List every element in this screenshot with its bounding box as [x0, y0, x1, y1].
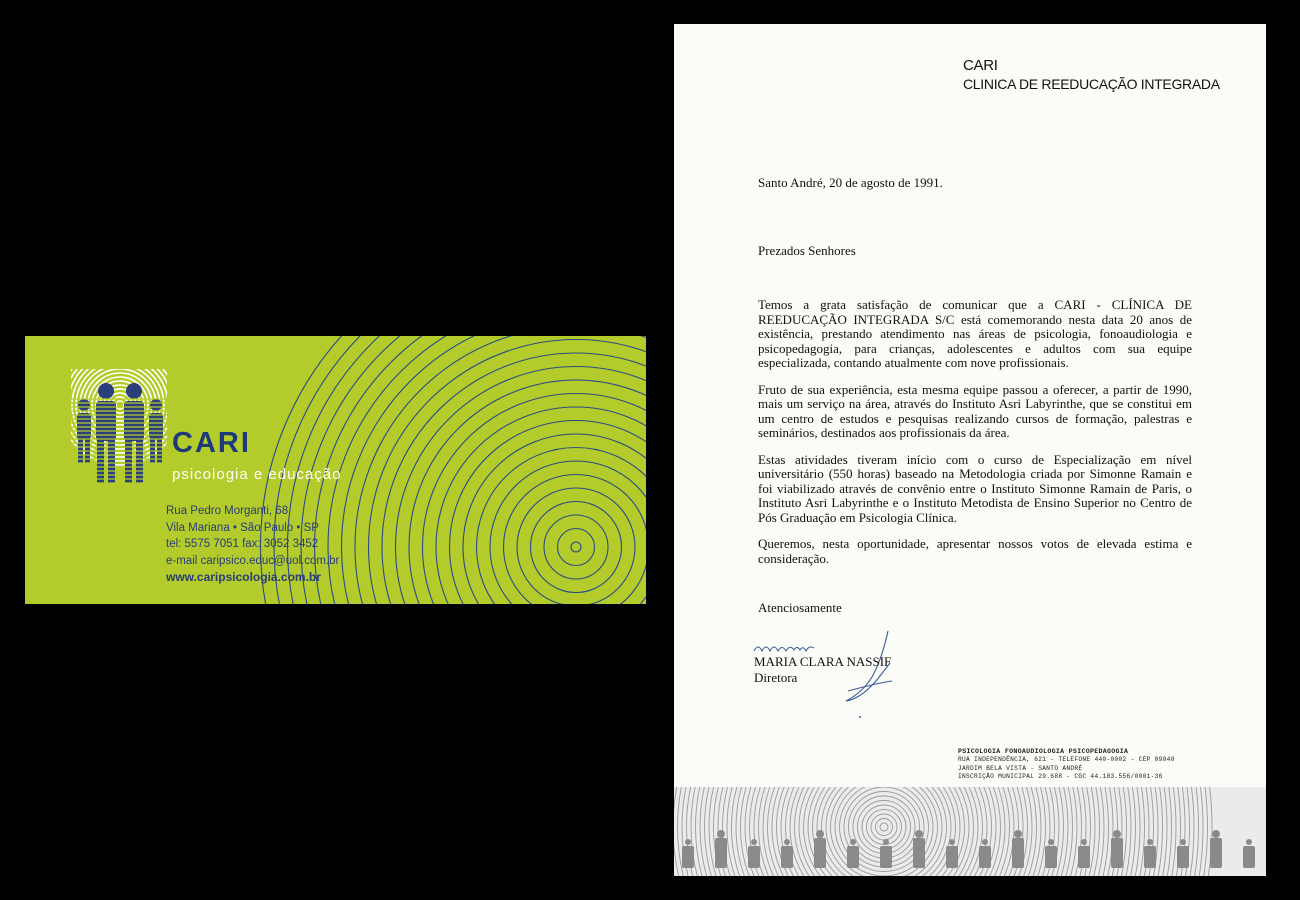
letter-body — [758, 298, 1192, 578]
letter-date: Santo André, 20 de agosto de 1991. — [758, 175, 943, 190]
letterhead-clinic: CLINICA DE REEDUCAÇÃO INTEGRADA — [963, 76, 1220, 92]
letter-paragraph-3: Estas atividades tiveram início com o curso de Especialização em nível universitário (550 horas) baseado na Metodologia criada por Simonne Ramain e foi viabilizado através de convênio entre o Instituto Simonne Ramain de Paris, o Instituto Asri Labyrinthe e o Instituto Metodista de Ensino Superior no Centro de Pós Graduação em Psicologia Clínica. — [758, 451, 1192, 525]
card-email: e-mail caripsico.educ@uol.com.br — [166, 554, 340, 567]
footer-registration: INSCRIÇÃO MUNICIPAL 29.688 - CGC 44.183.556/0001-36 — [958, 773, 1163, 781]
letter-footer — [958, 748, 1175, 782]
card-website: www.caripsicologia.com.br — [166, 570, 321, 584]
signatory-name: MARIA CLARA NASSIF — [754, 654, 892, 669]
letter-page — [674, 24, 1266, 876]
footer-street: RUA INDEPENDÊNCIA, 621 - TELEFONE 440-0002 - CEP 09040 — [958, 756, 1175, 764]
letter-paragraph-1: Temos a grata satisfação de comunicar que a CARI - CLÍNICA DE REEDUCAÇÃO INTEGRADA S/C está comemorando nesta data 20 anos de existência, prestando atendimento nas áreas de psicologia, fonoaudiologia e psicopedagogia, para crianças, adolescentes e adultos com sua equipe especializada, contando atualmente com nove profissionais. — [758, 297, 1192, 370]
letter-paragraph-4: Queremos, nesta oportunidade, apresentar nossos votos de elevada estima e consideração. — [758, 536, 1192, 566]
footer-district: JARDIM BELA VISTA - SANTO ANDRÉ — [958, 764, 1083, 772]
card-phone: tel: 5575 7051 fax: 3052 3452 — [166, 538, 319, 550]
letterhead-name: CARI — [963, 57, 998, 74]
business-card — [25, 336, 646, 604]
card-brand-subtitle: psicologia e educação — [172, 466, 342, 483]
footer-areas: PSICOLOGIA FONOAUDIOLOGIA PSICOPEDAGOGIA — [958, 748, 1129, 755]
cari-family-logo-icon — [71, 369, 167, 487]
decorative-footer-band — [674, 787, 1266, 876]
card-contact-info — [166, 503, 339, 586]
card-address-line1: Rua Pedro Morganti, 68 — [166, 505, 289, 517]
letter-greeting: Prezados Senhores — [758, 243, 856, 258]
card-brand-title: CARI — [172, 427, 251, 459]
signatory-title: Diretora — [754, 670, 798, 685]
letter-closing: Atenciosamente — [758, 600, 842, 615]
letter-paragraph-2: Fruto de sua experiência, esta mesma equipe passou a oferecer, a partir de 1990, mais um serviço na área, através do Instituto Asri Labyrinthe, que se constitui em um centro de estudos e pesquisas realizando cursos de formação, palestras e seminários, destinados aos profissionais da área. — [758, 381, 1192, 440]
card-address-line2: Vila Mariana • São Paulo • SP — [166, 521, 319, 534]
